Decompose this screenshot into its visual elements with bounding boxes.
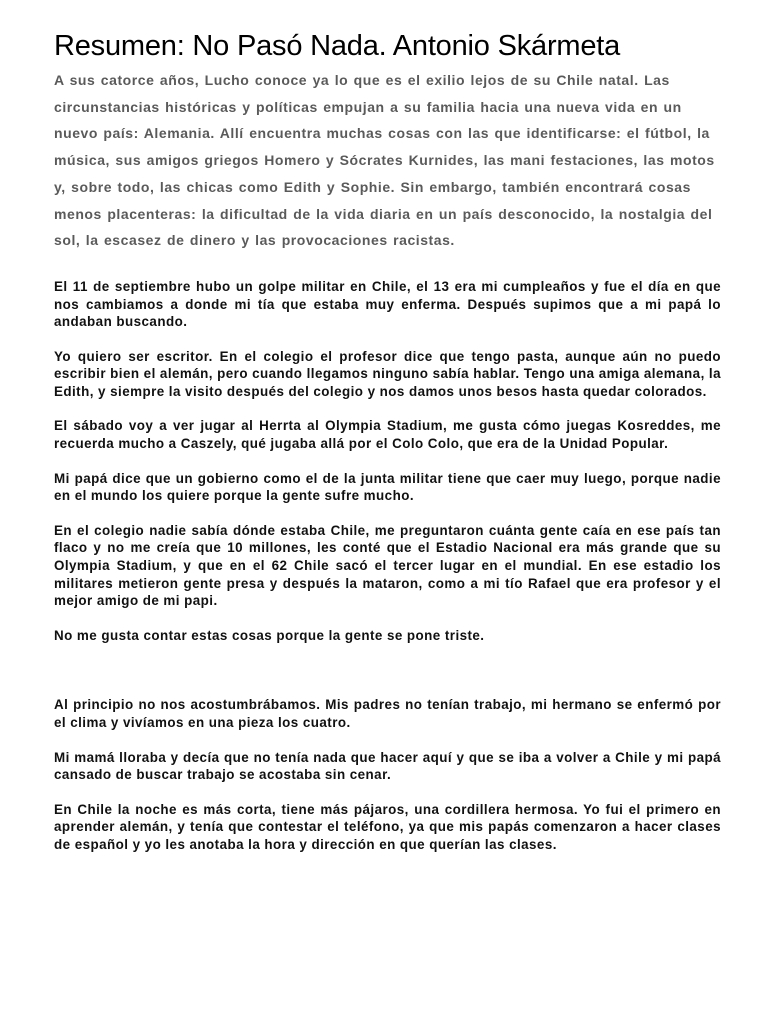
paragraph: Mi papá dice que un gobierno como el de la junta militar tiene que caer muy luego, porque nadie en el mundo los quiere porque la gente sufre mucho. bbox=[54, 470, 721, 504]
paragraph: En Chile la noche es más corta, tiene más pájaros, una cordillera hermosa. Yo fui el primero en aprender alemán, y tenía que contestar el teléfono, ya que mis papás comenzaron a hacer clases de español y yo les anotaba la hora y dirección en que querían las clases. bbox=[54, 801, 721, 852]
paragraph: Mi mamá lloraba y decía que no tenía nada que hacer aquí y que se iba a volver a Chile y mi papá cansado de buscar trabajo se acostaba sin cenar. bbox=[54, 749, 721, 783]
document-page bbox=[54, 28, 721, 871]
paragraph: El 11 de septiembre hubo un golpe militar en Chile, el 13 era mi cumpleaños y fue el día en que nos cambiamos a donde mi tía que estaba muy enferma. Después supimos que a mi papá lo andaban buscando. bbox=[54, 278, 721, 330]
paragraph: No me gusta contar estas cosas porque la gente se pone triste. bbox=[54, 627, 485, 643]
document-body bbox=[54, 278, 721, 854]
intro-summary: A sus catorce años, Lucho conoce ya lo que es el exilio lejos de su Chile natal. Las circunstancias históricas y políticas empujan a su familia hacia una nueva vida en un nuevo país: Alemania. Allí encuentra muchas cosas con las que identificarse: el fútbol, la música, sus amigos griegos Homero y Sócrates Kurnides, las mani festaciones, las motos y, sobre todo, las chicas como Edith y Sophie. Sin embargo, también encontrará cosas menos placenteras: la dificultad de la vida diaria en un país desconocido, la nostalgia del sol, la escasez de dinero y las provocaciones racistas. bbox=[54, 72, 715, 249]
paragraph: Al principio no nos acostumbrábamos. Mis padres no tenían trabajo, mi hermano se enfermó por el clima y vivíamos en una pieza los cuatro. bbox=[54, 697, 721, 731]
paragraph: Yo quiero ser escritor. En el colegio el profesor dice que tengo pasta, aunque aún no puedo escribir bien el alemán, pero cuando llegamos ninguno sabía hablar. Tengo una amiga alemana, la Edith, y siempre la visito después del colegio y nos damos unos besos hasta quedar colorados. bbox=[54, 348, 721, 399]
paragraph: En el colegio nadie sabía dónde estaba Chile, me preguntaron cuánta gente caía en ese país tan flaco y no me creía que 10 millones, les conté que el Estadio Nacional era más grande que su Olympia Stadium, y que en el 62 Chile sacó el tercer lugar en el mundial. En ese estadio los militares metieron gente presa y después la mataron, como a mi tío Rafael que era profesor y el mejor amigo de mi papi. bbox=[54, 522, 721, 609]
paragraph: El sábado voy a ver jugar al Herrta al Olympia Stadium, me gusta cómo juegas Kosreddes, me recuerda mucho a Caszely, qué jugaba allá por el Colo Colo, que era de la Unidad Popular. bbox=[54, 418, 721, 452]
document-title: Resumen: No Pasó Nada. Antonio Skármeta bbox=[54, 30, 621, 62]
